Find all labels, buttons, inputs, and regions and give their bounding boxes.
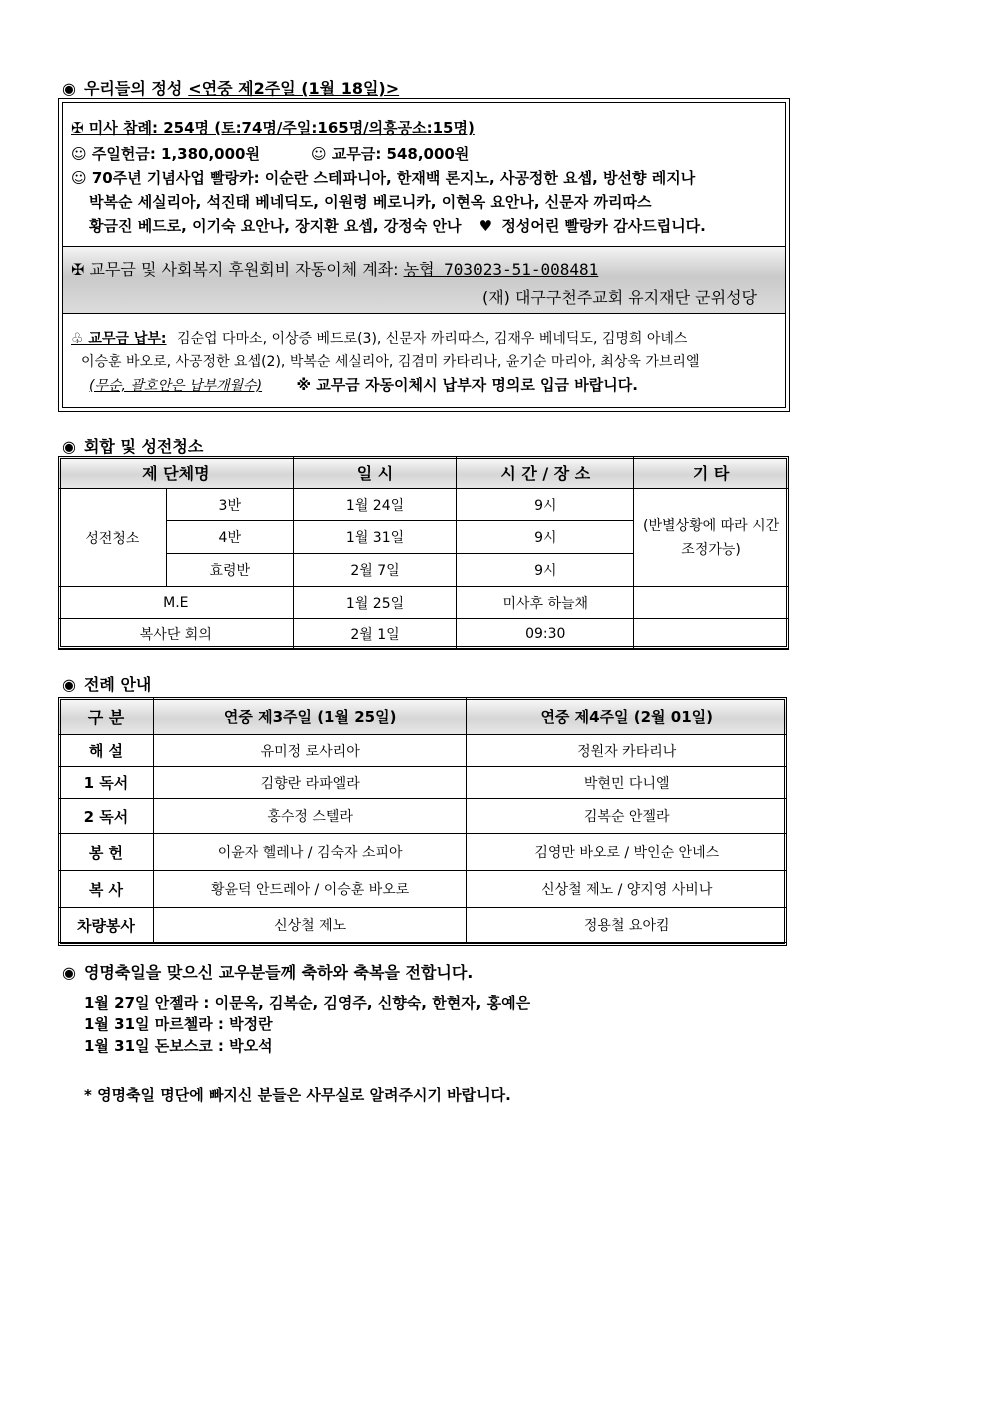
section-offerings-heading — [62, 76, 399, 99]
cleaning-time: 9시 — [457, 554, 634, 587]
cleaning-group: 효령반 — [166, 554, 293, 587]
feastday-line: 1월 27일 안젤라 : 이문옥, 김복순, 김영주, 신향숙, 한현자, 홍예은 — [84, 994, 531, 1012]
role: 차량봉사 — [59, 908, 154, 943]
feastday-notice: * 영명축일 명단에 빠지신 분들은 사무실로 알려주시기 바랍니다. — [84, 1086, 511, 1104]
meeting-note — [634, 587, 789, 619]
cleaning-date: 1월 31일 — [293, 521, 457, 554]
week4-name: 김영만 바오로 / 박인순 안네스 — [467, 834, 787, 871]
dues-note-line — [89, 374, 638, 395]
cleaning-group: 4반 — [166, 521, 293, 554]
cleaning-note: (반별상황에 따라 시간조정가능) — [634, 489, 789, 587]
table-row — [59, 834, 787, 871]
meetings-table — [58, 456, 789, 650]
dues-note: (무순, 괄호안은 납부개월수) — [89, 378, 263, 394]
week4-name: 김복순 안젤라 — [467, 799, 787, 834]
role: 해 설 — [59, 735, 154, 767]
week4-name: 정용철 요아킴 — [467, 908, 787, 943]
section-title: 우리들의 정성 — [83, 79, 183, 98]
week3-name: 홍수정 스텔라 — [153, 799, 467, 834]
header-etc: 기 타 — [634, 457, 789, 489]
meeting-date: 2월 1일 — [293, 619, 457, 650]
bread-donors-names: 황금진 베드로, 이기숙 요안나, 장지환 요셉, 강정숙 안나 — [89, 217, 462, 235]
header-week4: 연중 제4주일 (2월 01일) — [467, 698, 787, 735]
cleaning-group: 3반 — [166, 489, 293, 521]
dues-paid-label: ♧ 교무금 납부: — [71, 331, 167, 347]
auto-transfer-line — [71, 257, 612, 280]
cleaning-label: 성전청소 — [59, 489, 167, 587]
cleaning-time: 9시 — [457, 521, 634, 554]
header-time-place: 시 간 / 장 소 — [457, 457, 634, 489]
account-owner: (재) 대구구천주교회 유지재단 군위성당 — [481, 288, 757, 307]
section-title: 전례 안내 — [83, 675, 152, 694]
week3-name: 이윤자 헬레나 / 김숙자 소피아 — [153, 834, 467, 871]
table-row — [59, 871, 787, 908]
table-row — [59, 735, 787, 767]
sunday-offering: ☺ 주일헌금: 1,380,000원 — [71, 145, 260, 163]
header-date: 일 시 — [293, 457, 457, 489]
feastday-line: 1월 31일 마르첼라 : 박정란 — [84, 1015, 273, 1033]
auto-transfer-panel — [63, 246, 785, 314]
meeting-note — [634, 619, 789, 650]
offerings-box — [58, 98, 790, 412]
bullet-icon: ◉ — [62, 437, 76, 456]
week4-name: 박현민 다니엘 — [467, 767, 787, 799]
section-title: 영명축일을 맞으신 교우분들께 축하와 축복을 전합니다. — [83, 963, 474, 982]
meeting-name: 복사단 회의 — [59, 619, 294, 650]
section-meetings-heading — [62, 434, 203, 457]
table-row — [59, 767, 787, 799]
week3-name: 유미정 로사리아 — [153, 735, 467, 767]
meeting-name: M.E — [59, 587, 294, 619]
table-header-row — [59, 698, 787, 735]
meeting-place: 09:30 — [457, 619, 634, 650]
cleaning-date: 1월 24일 — [293, 489, 457, 521]
week3-name: 황윤덕 안드레아 / 이승훈 바오로 — [153, 871, 467, 908]
dues-paid-line2: 이승훈 바오로, 사공정한 요셉(2), 박복순 세실리아, 김겸미 카타리나, 윤기순 마리아, 최상욱 가브리엘 — [81, 354, 700, 370]
dues-paid-names1: 김순업 다마소, 이상증 베드로(3), 신문자 까리따스, 김재우 베네딕도, 김명희 아녜스 — [176, 331, 688, 347]
meeting-date: 1월 25일 — [293, 587, 457, 619]
week4-name: 신상철 제노 / 양지영 사비나 — [467, 871, 787, 908]
role: 복 사 — [59, 871, 154, 908]
bank-account: 농협 703023-51-008481 — [403, 260, 599, 279]
week3-name: 김향란 라파엘라 — [153, 767, 467, 799]
section-title: 회합 및 성전청소 — [83, 437, 204, 456]
header-week3: 연중 제3주일 (1월 25일) — [153, 698, 467, 735]
table-row — [59, 587, 789, 619]
week3-name: 신상철 제노 — [153, 908, 467, 943]
dues-total: ☺ 교무금: 548,000원 — [311, 145, 470, 163]
heart-icon: ♥ — [478, 217, 493, 235]
role: 2 독서 — [59, 799, 154, 834]
week4-name: 정원자 카타리나 — [467, 735, 787, 767]
table-row — [59, 489, 789, 521]
section-liturgy-heading — [62, 672, 151, 695]
role: 봉 헌 — [59, 834, 154, 871]
dues-notice: ※ 교무금 자동이체시 납부자 명의로 입금 바랍니다. — [296, 376, 638, 394]
bullet-icon: ◉ — [62, 963, 76, 982]
mass-attendance: ✠ 미사 참례: 254명 (토:74명/주일:165명/의흥공소:15명) — [71, 119, 475, 137]
bullet-icon: ◉ — [62, 675, 76, 694]
auto-transfer-label: ✠ 교무금 및 사회복지 후원회비 자동이체 계좌: — [71, 260, 399, 279]
table-row — [59, 619, 789, 650]
table-row — [59, 799, 787, 834]
role: 1 독서 — [59, 767, 154, 799]
dues-paid-panel — [63, 314, 785, 407]
meeting-place: 미사후 하늘채 — [457, 587, 634, 619]
offerings-summary — [63, 103, 785, 246]
bullet-icon: ◉ — [62, 79, 76, 98]
table-row — [59, 908, 787, 943]
dues-paid-line1 — [71, 328, 687, 348]
liturgy-table — [58, 697, 787, 943]
header-role: 구 분 — [59, 698, 154, 735]
section-subtitle: <연중 제2주일 (1월 18일)> — [188, 79, 400, 98]
feastday-line: 1월 31일 돈보스코 : 박오석 — [84, 1037, 273, 1055]
table-header-row — [59, 457, 789, 489]
bread-donors-line2: 박복순 세실리아, 석진태 베네딕도, 이원령 베로니카, 이현옥 요안나, 신문자 까리따스 — [89, 193, 652, 211]
cleaning-time: 9시 — [457, 489, 634, 521]
thanks-text: 정성어린 빨랑카 감사드립니다. — [501, 217, 706, 235]
cleaning-date: 2월 7일 — [293, 554, 457, 587]
bread-donors-line3 — [89, 215, 706, 236]
bread-donors-line1: ☺ 70주년 기념사업 빨랑카: 이순란 스테파니아, 한재백 론지노, 사공정한 요셉, 방선향 레지나 — [71, 169, 696, 187]
section-feastday-heading — [62, 960, 473, 983]
header-group: 제 단체명 — [59, 457, 294, 489]
